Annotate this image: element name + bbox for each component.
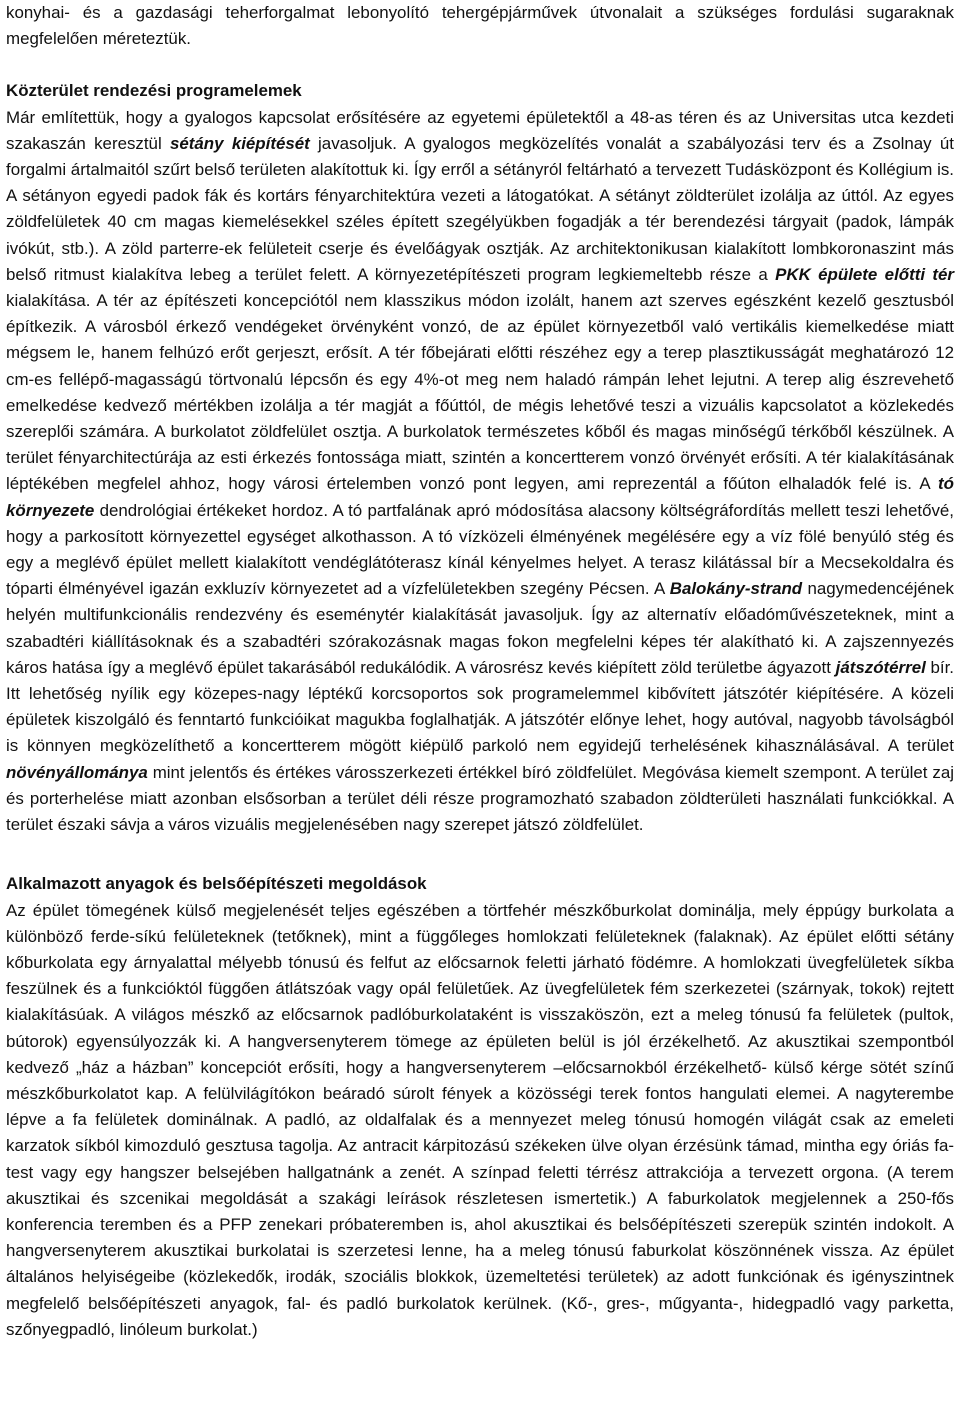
section-public-space <box>6 78 954 838</box>
text-run: mint jelentős és értékes városszerkezeti értékkel bíró zöldfelület. Megóvása kiemelt szempont. A terület zaj és porterhelése miatt azonban elsősorban a terület déli része programozható szabadon zöldterületi használati funkciókkal. A terület északi sávja a város vizuális megjelenésében nagy szerepet játszó zöldfelület. <box>6 762 954 835</box>
emphasis-to: tó környezete <box>6 474 954 520</box>
emphasis-pkk: PKK épülete előtti tér <box>775 264 954 284</box>
text-run: kialakítása. A tér az építészeti koncepciótól nem klasszikus módon izolált, hanem azt szerves egészként kezelő gesztusból építkezik. A városból érkező vendégeket örvényként vonzó, de az épület környezetből való vertikális kiemelkedése miatt mégsem le, hanem felhúzó erőt gerjeszt, erősít. A tér főbejárati előtti részéhez egy a terep plasztikusságát meghatározó 12 cm-es fellépő-magasságú törtvonalú lépcsőn és egy 4%-ot meg nem haladó rámpán lehet lejutni. A terep alig észrevehető emelkedése kedvező mértékben izolálja a tér magját a főúttól, de mégis lehetővé teszi a vizuális kapcsolatot a közlekedés szereplői számára. A burkolatot zöldfelület osztja. A burkolatok természetes kőből és magas minőségű térkőből készülnek. A terület fényarchitectúrája az esti érkezés fontossága miatt, szintén a koncertterem vonzó örvényét erősíti. A tér kialakításának léptékében megfelel ahhoz, hogy városi értelemben vonzó pont legyen, ami reprezentál a főúton elhaladók felé is. A <box>6 291 954 494</box>
emphasis-jatszoter: játszótérrel <box>835 657 926 677</box>
emphasis-noveny: növényállománya <box>6 762 148 782</box>
section-heading: Közterület rendezési programelemek <box>6 81 302 101</box>
emphasis-setany: sétány kiépítését <box>170 133 310 153</box>
spacer <box>6 52 954 78</box>
text-run: bír. Itt lehetőség nyílik egy közepes-nagy léptékű korcsoportos sok programelemmel kibővített játszótér kiépítésére. A közeli épületek kiszolgáló és fenntartó funkcióikat magukba foglalhatják. A játszótér előnye lehet, hogy autóval, nagyobb távolságból is könnyen megközelíthető a koncertterem mögött kiépülő parkoló nem egyidejű terhelésének kihasználásával. A terület <box>6 657 954 756</box>
text-run: javasoljuk. A gyalogos megközelítés vonalát a szabályozási terv és a Zsolnay út forgalmi ártalmaitól szűrt belső területen alakítottuk ki. Így erről a sétányról feltárható a tervezett Tudásközpont és Kollégium is. A sétányon egyedi padok fák és kortárs fényarchitektúra vezeti a látogatókat. A sétányt zöldterület izolálja az úttól. Az egyes zöldfelületek 40 cm magas kiemelésekkel széles épített szegélyükben fogadják a tér berendezési tárgyait (padok, lámpák ivókút, stb.). A zöld parterre-ek felületeit cserje és évelőágyak osztják. Az architektonikusan kialakított lombkoronaszint más belső ritmust kialakítva lebeg a terület felett. A környezetépítészeti program legkiemeltebb része a <box>6 133 954 284</box>
text-run: dendrológiai értékeket hordoz. A tó partfalának apró módosítása alacsony költségráfordítás mellett teszi lehetővé, hogy a parkosított környezettel egységet alkothasson. A tó vízközeli élményének megélésére egy a víz fölé benyúló stég és egy a meglévő épület mellett kialakított vendéglátóterasz kínál kényelmes helyet. A terasz kilátással bír a Mecsekoldalra és tóparti élményével igazán exkluzív környezetet ad a vízfelületekben szegény Pécsen. A <box>6 500 954 599</box>
emphasis-balokany: Balokány-strand <box>669 579 803 599</box>
spacer <box>6 838 954 871</box>
section-heading: Alkalmazott anyagok és belsőépítészeti megoldások <box>6 874 427 894</box>
text-run: Már említettük, hogy a gyalogos kapcsolat erősítésére az egyetemi épületektől a 48-as téren és az Universitas utca kezdeti szakaszán keresztül <box>6 107 954 153</box>
text-run: nagymedencéjének helyén multifunkcionális rendezvény és eseménytér kialakítását javasoljuk. Így az alternatív előadóművészeteknek, mint a szabadtéri kiállításoknak és a szabadtéri szórakozásnak magas fokon megfelelni képes tér alakítható ki. A zajszennyezés káros hatása így a meglévő épület takarásából redukálódik. A városrész kevés kiépített zöld területbe ágyazott <box>6 579 954 677</box>
section-materials <box>6 871 954 1343</box>
section-body <box>6 105 954 839</box>
section-body: Az épület tömegének külső megjelenését teljes egészében a törtfehér mészkőburkolat dominálja, mely éppúgy burkolata a különböző ferde-síkú felületeknek (tetőknek), mint a függőleges homlokzati felületeknek (falaknak). Az épület előtti sétány kőburkolata egy árnyalattal mélyebb tónusú és felfut az előcsarnok feletti járható födémre. A homlokzati üvegfelületek síkba feszülnek és a funkcióktól függően átlátszóak vagy opál felületűek. Az üvegfelületek fém szerkezetei (szárnyak, tokok) rejtett kialakításúak. A világos mészkő az előcsarnok padlóburkolataként is visszaköszön, ezt a meleg tónusú fa felületek (pultok, bútorok) egyensúlyozzák ki. A hangversenyterem tömege az épületen belül is jól érzékelhető. Az akusztikai szempontból kedvező „ház a házban” koncepciót erősíti, hogy a hangversenyterem –előcsarnokból érzékelhető- külső kérge sötét színű mészkőburkolatot kap. A felülvilágítókon beáradó súrolt fények a közösségi terek fontos hangulati elemei. A nagyterembe lépve a fa felületek dominálnak. A padló, az oldalfalak és a mennyezet meleg tónusú homogén világát csak az emeleti karzatok síkból kimozduló gesztusa tagolja. Az antracit kárpitozású székeken ülve olyan érzésünk támad, mintha egy óriás fa-test vagy egy hangszer belsejében hallgatnánk a zenét. A színpad feletti térrész attrakciója a tervezett orgona. (A terem akusztikai és szcenikai megoldását a szakági leírások részletesen ismertetik.) A faburkolatok megjelennek a 250-fős konferencia teremben és a PFP zenekari próbateremben is, ahol akusztikai és belsőépítészeti szerepük szintén indokolt. A hangversenyterem akusztikai burkolatai is szerzetesi lenne, ha a meleg tónusú faburkolat köszönnének vissza. Az épület általános helyiségeibe (közlekedők, irodák, szociális blokkok, üzemeltetési területek) az adott funkciónak és igényszintnek megfelelő belsőépítészeti anyagok, fal- és padló burkolatok kerülnek. (Kő-, gres-, műgyanta-, hidegpadló vagy parketta, szőnyegpadló, linóleum burkolat.) <box>6 900 954 1339</box>
intro-paragraph: konyhai- és a gazdasági teherforgalmat lebonyolító tehergépjárművek útvonalait a szükséges fordulási sugaraknak megfelelően méreteztük. <box>6 3 954 49</box>
